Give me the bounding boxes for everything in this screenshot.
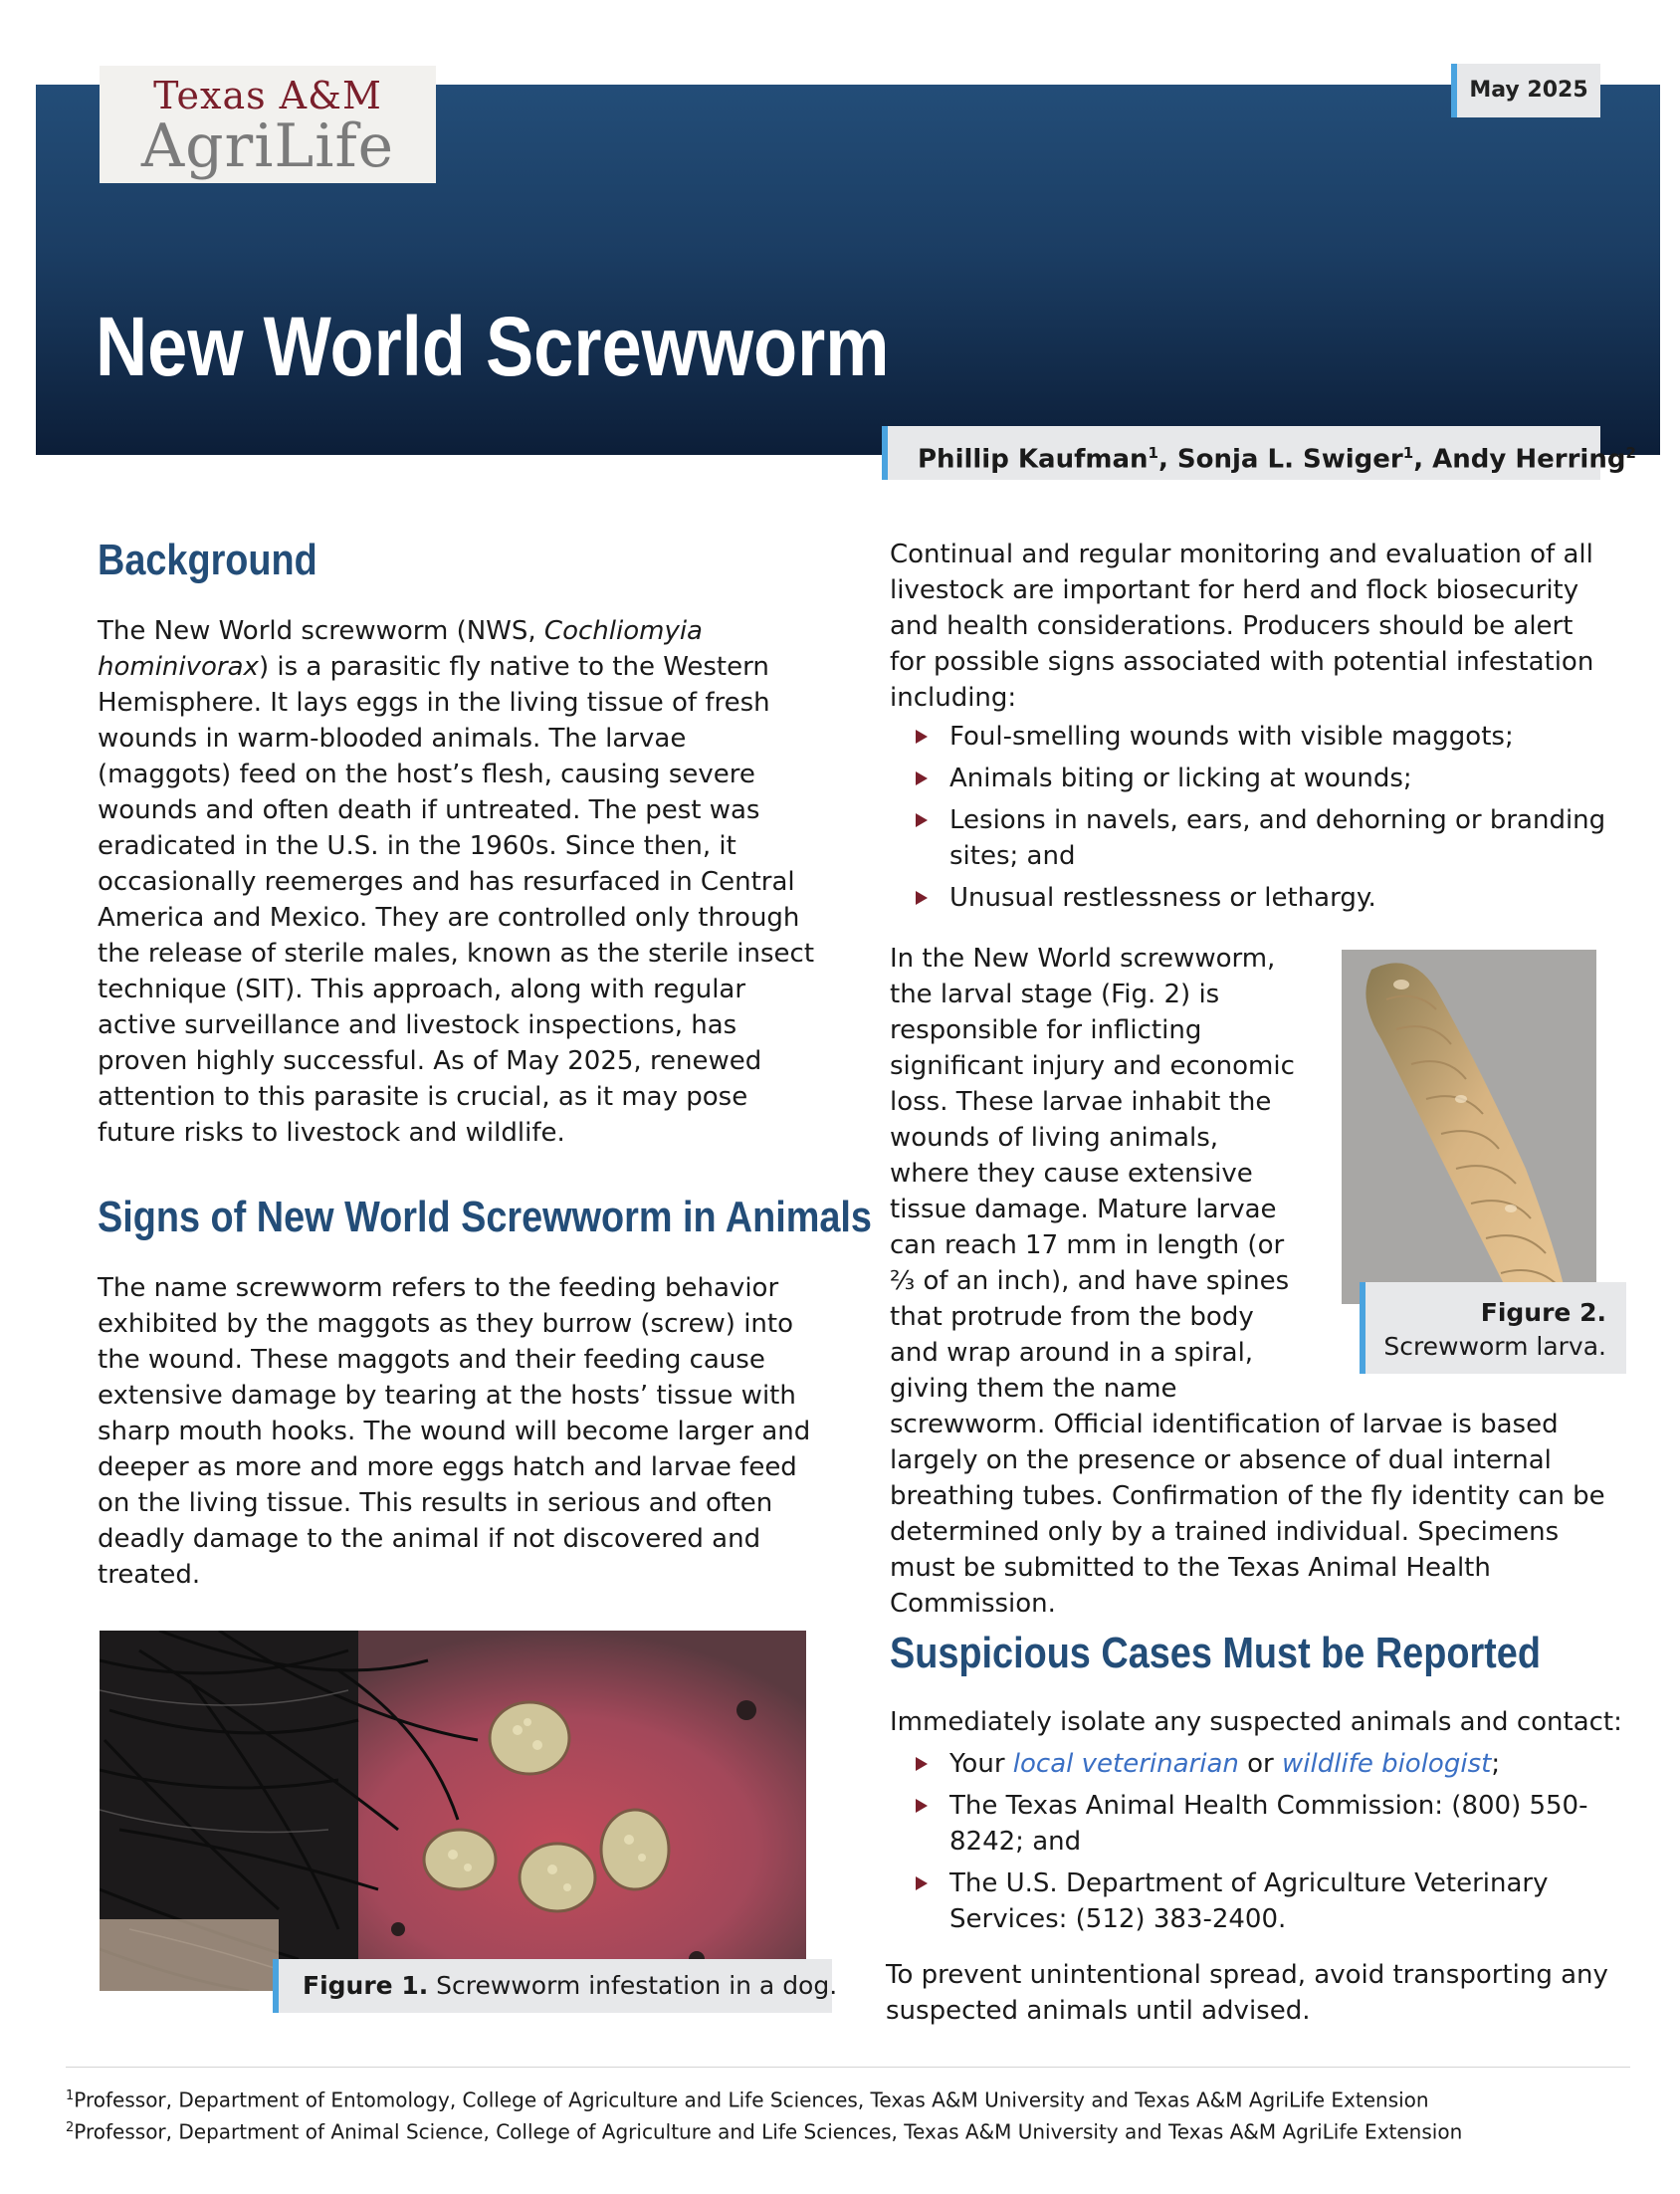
list-item-text: The Texas Animal Health Commission: (800) 550-8242; and [949, 1791, 1588, 1857]
background-text-start: The New World screwworm (NWS, [98, 616, 544, 646]
contact-text: Your [949, 1749, 1013, 1779]
closing-paragraph: To prevent unintentional spread, avoid transporting any suspected animals until advised. [886, 1960, 1608, 2026]
author-footnote-ref: 1 [1402, 444, 1414, 462]
author-separator: , [1413, 444, 1433, 475]
bullet-arrow-icon [916, 1799, 928, 1813]
author-separator: , [1157, 444, 1177, 475]
list-item-text: Lesions in navels, ears, and dehorning or branding sites; and [949, 805, 1606, 871]
publication-date: May 2025 [1451, 64, 1600, 117]
list-item [890, 880, 1616, 916]
bullet-arrow-icon [916, 1876, 928, 1890]
footnote-text: Professor, Department of Animal Science, College of Agriculture and Life Sciences, Texas A&M University and Texas A&M AgriLife Extension [74, 2119, 1463, 2144]
footnote-ref: 2 [66, 2120, 75, 2135]
background-paragraph [98, 613, 824, 1151]
figure-2-image [1342, 950, 1596, 1304]
author-list [882, 426, 1636, 480]
author-footnote-ref: 2 [1625, 444, 1636, 462]
list-item [890, 719, 1616, 755]
monitoring-paragraph: Continual and regular monitoring and evaluation of all livestock are important for herd and flock biosecurity and health considerations. Producers should be alert for possible signs associated with potential infestation including: [890, 540, 1594, 713]
bullet-arrow-icon [916, 813, 928, 827]
bullet-arrow-icon [916, 730, 928, 744]
species-name: Cochliomyia hominivorax [98, 616, 703, 682]
agrilife-logo[interactable] [100, 66, 436, 183]
contact-text: ; [1491, 1749, 1501, 1779]
list-item [890, 1746, 1606, 1782]
figure-1-caption-text: Screwworm infestation in a dog. [428, 1971, 838, 2000]
list-item-text: Unusual restlessness or lethargy. [949, 883, 1376, 913]
report-heading: Suspicious Cases Must be Reported [890, 1629, 1541, 1677]
wildlife-biologist-link[interactable]: wildlife biologist [1282, 1749, 1492, 1779]
list-item [890, 802, 1616, 874]
footnote-2 [66, 2114, 1462, 2146]
footnote-text: Professor, Department of Entomology, College of Agriculture and Life Sciences, Texas A&M University and Texas A&M AgriLife Extension [74, 2087, 1429, 2112]
figure-1-image [100, 1631, 806, 1991]
list-item-text: The U.S. Department of Agriculture Veterinary Services: (512) 383-2400. [949, 1868, 1549, 1934]
contacts-list [890, 1746, 1606, 1943]
report-intro: Immediately isolate any suspected animals and contact: [890, 1707, 1622, 1737]
signs-heading: Signs of New World Screwworm in Animals [98, 1193, 872, 1241]
background-heading: Background [98, 536, 317, 584]
footnote-ref: 1 [66, 2088, 75, 2103]
figure-2-caption [1360, 1282, 1626, 1374]
figure-1-label: Figure 1. [303, 1971, 429, 2000]
signs-list [890, 719, 1616, 922]
contact-text: or [1238, 1749, 1282, 1779]
author-footnote-ref: 1 [1148, 444, 1158, 462]
logo-line-1: Texas A&M [153, 74, 382, 117]
figure-2-caption-text: Screwworm larva. [1383, 1332, 1606, 1361]
footnote-1 [66, 2083, 1429, 2114]
background-text-end: ) is a parasitic fly native to the Western Hemisphere. It lays eggs in the living tissue of fresh wounds in warm-blooded animals. The larvae (maggots) feed on the host’s flesh, causing severe wounds and often death if untreated. The pest was eradicated in the U.S. in the 1960s. Since then, it occasionally reemerges and has resurfaced in Central America and Mexico. They are controlled only through the release of sterile males, known as the sterile insect technique (SIT). This approach, along with regular active surveillance and livestock inspections, has proven highly successful. As of May 2025, renewed attention to this parasite is crucial, as it may pose future risks to livestock and wildlife. [98, 652, 815, 1148]
bullet-arrow-icon [916, 771, 928, 785]
author-name: Andy Herring [1432, 444, 1626, 475]
list-item-text: Foul-smelling wounds with visible maggots; [949, 722, 1514, 752]
author-name: Sonja L. Swiger [1176, 444, 1403, 475]
page-title: New World Screwworm [96, 300, 890, 393]
bullet-arrow-icon [916, 1757, 928, 1771]
larva-paragraph-continued: screwworm. Official identification of larvae is based largely on the presence or absence of dual internal breathing tubes. Confirmation of the fly identity can be determined only by a trained individual. Specimens must be submitted to the Texas Animal Health Commission. [890, 1410, 1605, 1619]
logo-line-2: AgriLife [140, 111, 395, 181]
list-item [890, 761, 1616, 796]
figure-1-caption [273, 1959, 838, 2013]
list-item [890, 1865, 1606, 1937]
larva-paragraph-wrapped: In the New World screwworm, the larval stage (Fig. 2) is responsible for inflicting significant injury and economic loss. These larvae inhabit the wounds of living animals, where they cause extensive tissue damage. Mature larvae can reach 17 mm in length (or ⅔ of an inch), and have spines that protrude from the body and wrap around in a spiral, giving them the name [890, 944, 1295, 1404]
author-name: Phillip Kaufman [918, 444, 1149, 475]
list-item [890, 1788, 1606, 1860]
local-veterinarian-link[interactable]: local veterinarian [1012, 1749, 1239, 1779]
figure-2-label: Figure 2. [1480, 1298, 1606, 1327]
footnote-divider [66, 2067, 1630, 2068]
bullet-arrow-icon [916, 891, 928, 905]
list-item-text: Animals biting or licking at wounds; [949, 764, 1412, 793]
signs-paragraph: The name screwworm refers to the feeding behavior exhibited by the maggots as they burrow (screw) into the wound. These maggots and their feeding cause extensive damage by tearing at the hosts’ tissue with sharp mouth hooks. The wound will become larger and deeper as more and more eggs hatch and larvae feed on the living tissue. This results in serious and often deadly damage to the animal if not discovered and treated. [98, 1273, 811, 1590]
